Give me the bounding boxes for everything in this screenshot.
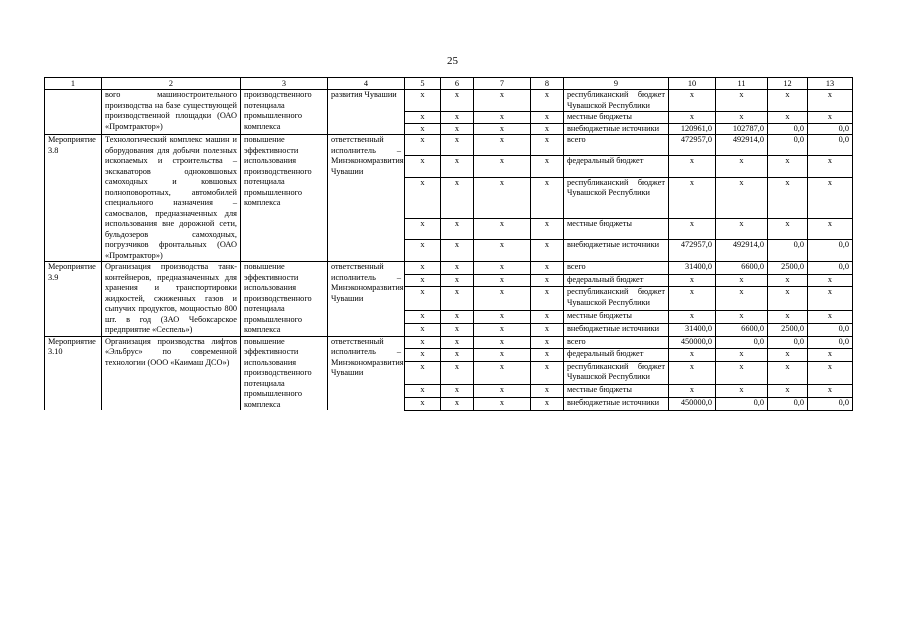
cell-c6: x xyxy=(441,349,474,362)
cell-c8: x xyxy=(531,177,564,218)
cell-c6: x xyxy=(441,112,474,124)
cell-c10: 31400,0 xyxy=(669,262,716,275)
cell-c6: x xyxy=(441,274,474,287)
cell-c12: x xyxy=(768,361,808,385)
measure-executor: ответственный исполнитель – Минэкономразвития Чувашии xyxy=(328,336,405,410)
cell-c5: x xyxy=(405,156,441,177)
measure-goal: повышение эффективности использования производственного потенциала промышленного комплекса xyxy=(241,135,328,262)
cell-c13: 0,0 xyxy=(808,262,853,275)
cell-c5: x xyxy=(405,262,441,275)
cell-c12: 0,0 xyxy=(768,240,808,262)
measure-title: вого машиностроительного производства на базе существующей производственной площадки (ОАО «Промтрактор») xyxy=(102,90,241,135)
cell-c7: x xyxy=(474,287,531,311)
cell-c7: x xyxy=(474,219,531,240)
cell-c6: x xyxy=(441,385,474,398)
cell-c10: x xyxy=(669,287,716,311)
cell-c5: x xyxy=(405,336,441,349)
cell-c10: 450000,0 xyxy=(669,336,716,349)
cell-c7: x xyxy=(474,135,531,156)
cell-c5: x xyxy=(405,240,441,262)
cell-c13: x xyxy=(808,177,853,218)
cell-c10: 472957,0 xyxy=(669,135,716,156)
cell-c7: x xyxy=(474,177,531,218)
cell-c5: x xyxy=(405,397,441,410)
cell-c12: 2500,0 xyxy=(768,262,808,275)
header-cell: 1 xyxy=(45,78,102,90)
cell-c12: 0,0 xyxy=(768,397,808,410)
measure-title: Организация производства танк-контейнеров, предназначенных для хранения и транспортировки жидкостей, сжиженных газов и сыпучих продуктов, мощностью 800 шт. в год (ЗАО Чебоксарское предприятие «Сеспель») xyxy=(102,262,241,337)
cell-c7: x xyxy=(474,323,531,336)
cell-c6: x xyxy=(441,177,474,218)
header-cell: 4 xyxy=(328,78,405,90)
cell-c12: 0,0 xyxy=(768,123,808,135)
cell-c11: 102787,0 xyxy=(716,123,768,135)
cell-c11: x xyxy=(716,361,768,385)
cell-c10: 472957,0 xyxy=(669,240,716,262)
cell-c10: x xyxy=(669,90,716,112)
cell-c10: 120961,0 xyxy=(669,123,716,135)
cell-c8: x xyxy=(531,112,564,124)
cell-c7: x xyxy=(474,156,531,177)
cell-c13: 0,0 xyxy=(808,336,853,349)
cell-c11: x xyxy=(716,385,768,398)
cell-c11: x xyxy=(716,177,768,218)
cell-c7: x xyxy=(474,385,531,398)
table-row xyxy=(45,135,853,156)
cell-c8: x xyxy=(531,397,564,410)
cell-c5: x xyxy=(405,361,441,385)
cell-c12: x xyxy=(768,177,808,218)
table-row xyxy=(45,336,853,349)
cell-c6: x xyxy=(441,156,474,177)
cell-c5: x xyxy=(405,385,441,398)
cell-c13: x xyxy=(808,156,853,177)
measure-goal: повышение эффективности использования производственного потенциала промышленного комплекса xyxy=(241,336,328,410)
cell-c9: местные бюджеты xyxy=(564,112,669,124)
cell-c5: x xyxy=(405,349,441,362)
cell-c10: x xyxy=(669,385,716,398)
measure-code: Мероприятие 3.9 xyxy=(45,262,102,337)
cell-c5: x xyxy=(405,323,441,336)
cell-c10: x xyxy=(669,274,716,287)
cell-c13: 0,0 xyxy=(808,123,853,135)
cell-c13: x xyxy=(808,349,853,362)
header-cell: 10 xyxy=(669,78,716,90)
cell-c13: 0,0 xyxy=(808,135,853,156)
header-cell: 11 xyxy=(716,78,768,90)
cell-c8: x xyxy=(531,90,564,112)
header-cell: 9 xyxy=(564,78,669,90)
cell-c7: x xyxy=(474,336,531,349)
cell-c8: x xyxy=(531,311,564,324)
cell-c5: x xyxy=(405,112,441,124)
cell-c11: x xyxy=(716,274,768,287)
cell-c13: 0,0 xyxy=(808,397,853,410)
cell-c9: всего xyxy=(564,262,669,275)
cell-c9: республиканский бюджет Чувашской Республики xyxy=(564,90,669,112)
cell-c7: x xyxy=(474,90,531,112)
cell-c5: x xyxy=(405,287,441,311)
cell-c7: x xyxy=(474,112,531,124)
cell-c7: x xyxy=(474,349,531,362)
table-row xyxy=(45,90,853,112)
cell-c10: x xyxy=(669,361,716,385)
cell-c8: x xyxy=(531,156,564,177)
cell-c6: x xyxy=(441,361,474,385)
cell-c5: x xyxy=(405,135,441,156)
cell-c6: x xyxy=(441,397,474,410)
cell-c9: республиканский бюджет Чувашской Республики xyxy=(564,287,669,311)
measure-goal: производственного потенциала промышленного комплекса xyxy=(241,90,328,135)
cell-c7: x xyxy=(474,262,531,275)
cell-c10: x xyxy=(669,219,716,240)
cell-c5: x xyxy=(405,219,441,240)
cell-c6: x xyxy=(441,90,474,112)
cell-c11: x xyxy=(716,287,768,311)
cell-c11: x xyxy=(716,311,768,324)
header-cell: 13 xyxy=(808,78,853,90)
cell-c9: федеральный бюджет xyxy=(564,156,669,177)
cell-c9: местные бюджеты xyxy=(564,385,669,398)
cell-c6: x xyxy=(441,240,474,262)
cell-c9: республиканский бюджет Чувашской Республики xyxy=(564,177,669,218)
cell-c5: x xyxy=(405,274,441,287)
cell-c12: 2500,0 xyxy=(768,323,808,336)
cell-c5: x xyxy=(405,177,441,218)
cell-c7: x xyxy=(474,274,531,287)
cell-c12: x xyxy=(768,287,808,311)
cell-c11: 492914,0 xyxy=(716,135,768,156)
cell-c11: 0,0 xyxy=(716,397,768,410)
measure-executor: ответственный исполнитель – Минэкономразвития Чувашии xyxy=(328,262,405,337)
cell-c8: x xyxy=(531,287,564,311)
measure-title: Технологический комплекс машин и оборудования для добычи полезных ископаемых и строительства – экскаваторов одноковшовых самоходных и ковшовых полноповоротных, автомобилей специального назначения – самосвалов, предназначенных для использования вне дорожной сети, бульдозеров самоходных, погрузчиков фронтальных (ОАО «Промтрактор») xyxy=(102,135,241,262)
cell-c13: x xyxy=(808,287,853,311)
cell-c11: x xyxy=(716,349,768,362)
table-row xyxy=(45,262,853,275)
cell-c10: x xyxy=(669,311,716,324)
cell-c8: x xyxy=(531,274,564,287)
cell-c12: x xyxy=(768,90,808,112)
cell-c13: x xyxy=(808,311,853,324)
measure-code: Мероприятие 3.8 xyxy=(45,135,102,262)
cell-c12: 0,0 xyxy=(768,336,808,349)
cell-c11: 6600,0 xyxy=(716,262,768,275)
header-cell: 12 xyxy=(768,78,808,90)
cell-c13: x xyxy=(808,112,853,124)
header-cell: 8 xyxy=(531,78,564,90)
cell-c7: x xyxy=(474,240,531,262)
header-cell: 7 xyxy=(474,78,531,90)
cell-c9: всего xyxy=(564,135,669,156)
cell-c9: внебюджетные источники xyxy=(564,123,669,135)
cell-c11: 6600,0 xyxy=(716,323,768,336)
header-cell: 3 xyxy=(241,78,328,90)
cell-c9: внебюджетные источники xyxy=(564,397,669,410)
header-row xyxy=(45,78,853,90)
cell-c8: x xyxy=(531,361,564,385)
cell-c13: x xyxy=(808,90,853,112)
header-cell: 5 xyxy=(405,78,441,90)
measure-executor: развития Чувашии xyxy=(328,90,405,135)
cell-c6: x xyxy=(441,219,474,240)
cell-c10: x xyxy=(669,177,716,218)
cell-c5: x xyxy=(405,123,441,135)
cell-c11: x xyxy=(716,90,768,112)
cell-c9: внебюджетные источники xyxy=(564,240,669,262)
cell-c10: 450000,0 xyxy=(669,397,716,410)
cell-c11: 492914,0 xyxy=(716,240,768,262)
measure-goal: повышение эффективности использования производственного потенциала промышленного комплекса xyxy=(241,262,328,337)
measure-executor: ответственный исполнитель – Минэкономразвития Чувашии xyxy=(328,135,405,262)
cell-c10: x xyxy=(669,349,716,362)
cell-c8: x xyxy=(531,323,564,336)
cell-c8: x xyxy=(531,262,564,275)
cell-c8: x xyxy=(531,349,564,362)
cell-c9: федеральный бюджет xyxy=(564,274,669,287)
cell-c12: x xyxy=(768,349,808,362)
cell-c8: x xyxy=(531,240,564,262)
cell-c12: x xyxy=(768,112,808,124)
cell-c5: x xyxy=(405,311,441,324)
cell-c6: x xyxy=(441,287,474,311)
cell-c11: x xyxy=(716,112,768,124)
cell-c6: x xyxy=(441,123,474,135)
cell-c6: x xyxy=(441,311,474,324)
page-number: 25 xyxy=(447,55,458,67)
cell-c12: x xyxy=(768,219,808,240)
program-table xyxy=(44,77,853,411)
cell-c13: x xyxy=(808,385,853,398)
cell-c5: x xyxy=(405,90,441,112)
cell-c8: x xyxy=(531,385,564,398)
cell-c13: x xyxy=(808,361,853,385)
cell-c9: внебюджетные источники xyxy=(564,323,669,336)
cell-c7: x xyxy=(474,397,531,410)
cell-c6: x xyxy=(441,262,474,275)
cell-c13: x xyxy=(808,219,853,240)
cell-c8: x xyxy=(531,336,564,349)
cell-c8: x xyxy=(531,123,564,135)
cell-c12: x xyxy=(768,156,808,177)
cell-c8: x xyxy=(531,135,564,156)
cell-c6: x xyxy=(441,323,474,336)
cell-c6: x xyxy=(441,336,474,349)
cell-c10: x xyxy=(669,112,716,124)
measure-code xyxy=(45,90,102,135)
cell-c10: 31400,0 xyxy=(669,323,716,336)
cell-c7: x xyxy=(474,311,531,324)
cell-c11: 0,0 xyxy=(716,336,768,349)
cell-c8: x xyxy=(531,219,564,240)
cell-c11: x xyxy=(716,219,768,240)
measure-code: Мероприятие 3.10 xyxy=(45,336,102,410)
cell-c6: x xyxy=(441,135,474,156)
cell-c12: x xyxy=(768,385,808,398)
cell-c9: всего xyxy=(564,336,669,349)
cell-c10: x xyxy=(669,156,716,177)
header-cell: 6 xyxy=(441,78,474,90)
header-cell: 2 xyxy=(102,78,241,90)
cell-c7: x xyxy=(474,123,531,135)
cell-c9: местные бюджеты xyxy=(564,219,669,240)
cell-c12: x xyxy=(768,311,808,324)
cell-c13: 0,0 xyxy=(808,323,853,336)
cell-c9: федеральный бюджет xyxy=(564,349,669,362)
cell-c11: x xyxy=(716,156,768,177)
cell-c13: 0,0 xyxy=(808,240,853,262)
cell-c13: x xyxy=(808,274,853,287)
measure-title: Организация производства лифтов «Эльбрус» по современной технологии (ООО «Каимаш ДСО») xyxy=(102,336,241,410)
cell-c9: местные бюджеты xyxy=(564,311,669,324)
cell-c9: республиканский бюджет Чувашской Республики xyxy=(564,361,669,385)
cell-c7: x xyxy=(474,361,531,385)
cell-c12: 0,0 xyxy=(768,135,808,156)
cell-c12: x xyxy=(768,274,808,287)
